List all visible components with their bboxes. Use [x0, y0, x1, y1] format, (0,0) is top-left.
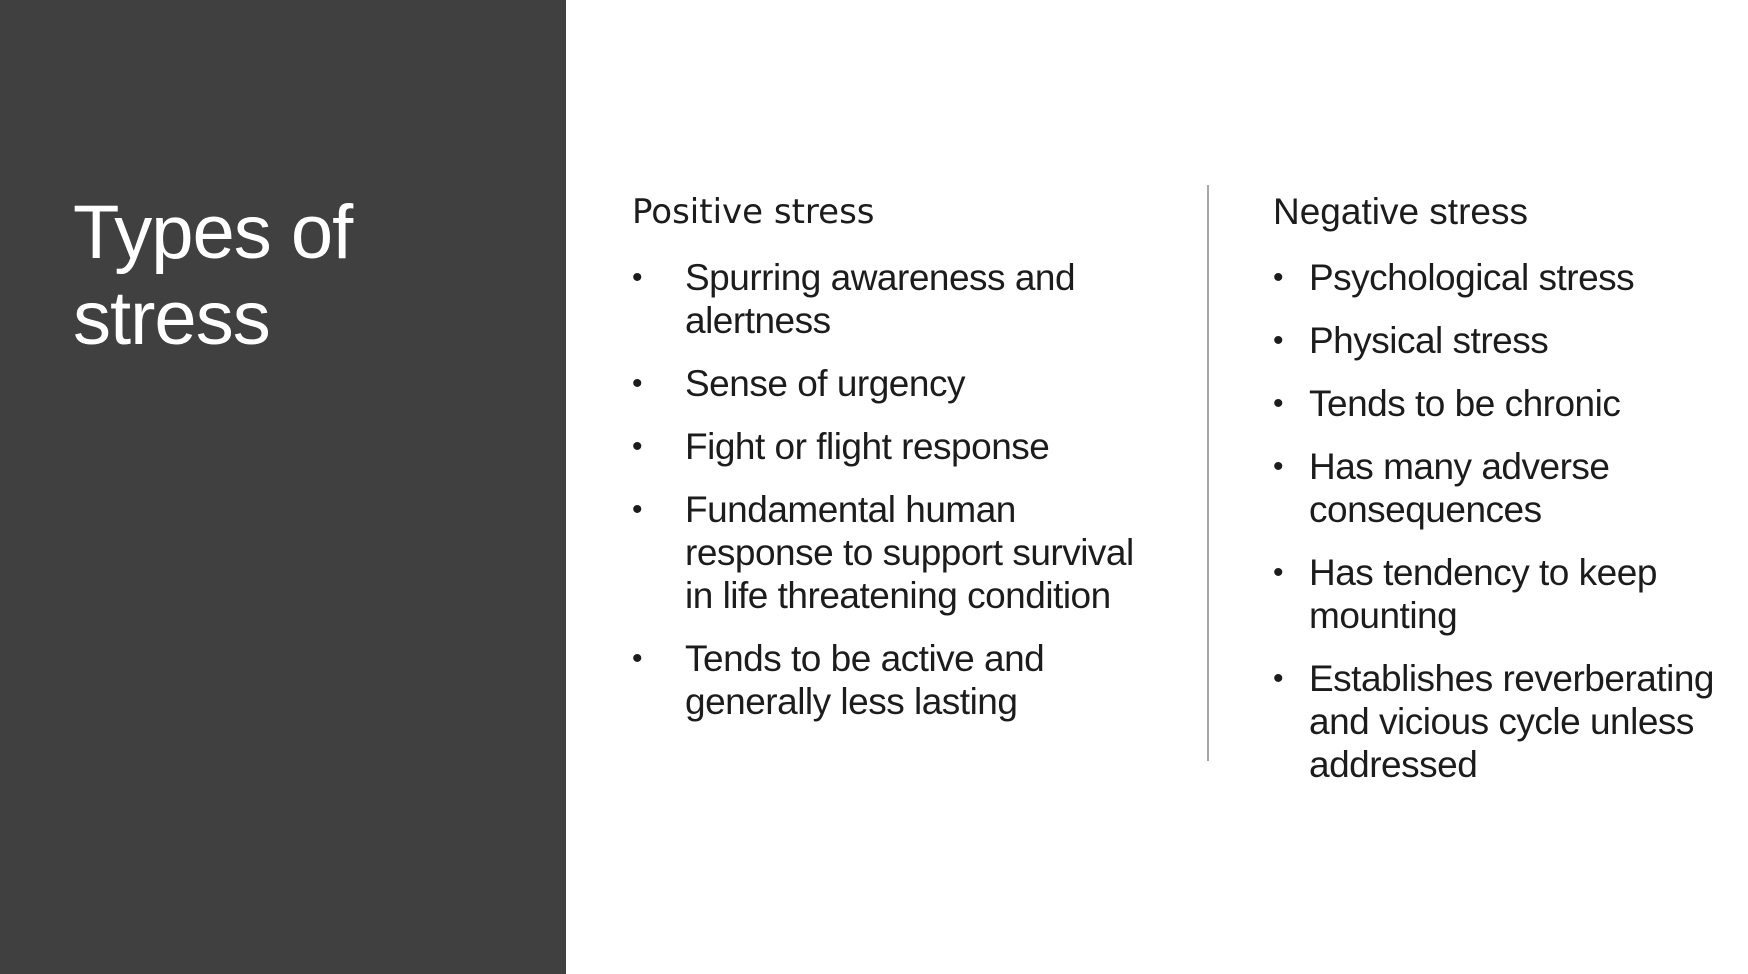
title-panel — [0, 0, 566, 974]
list-item-text: Sense of urgency — [685, 363, 965, 404]
list-item-text: Psychological stress — [1309, 257, 1635, 298]
list-item-text: Fundamental human response to support survival in life threatening condition — [685, 489, 1134, 616]
list-item — [1273, 445, 1743, 531]
bullet-icon: • — [632, 367, 643, 400]
list-item — [632, 256, 1142, 342]
bullet-icon: • — [632, 261, 643, 294]
list-item-text: Physical stress — [1309, 320, 1549, 361]
list-item-text: Tends to be active and generally less lasting — [685, 638, 1045, 722]
bullet-icon: • — [1273, 662, 1284, 695]
bullet-icon: • — [1273, 556, 1284, 589]
list-item-text: Has tendency to keep mounting — [1309, 552, 1657, 636]
list-item — [1273, 551, 1743, 637]
list-item-text: Spurring awareness and alertness — [685, 257, 1076, 341]
list-item-text: Tends to be chronic — [1309, 383, 1621, 424]
list-item — [632, 362, 1142, 405]
bullet-icon: • — [632, 430, 643, 463]
list-item — [1273, 319, 1743, 362]
list-item — [632, 488, 1142, 617]
bullet-icon: • — [1273, 450, 1284, 483]
list-item — [632, 637, 1142, 723]
column-divider — [1207, 185, 1209, 761]
bullet-icon: • — [632, 493, 643, 526]
list-item — [1273, 256, 1743, 299]
positive-stress-heading: Positive stress — [632, 192, 875, 232]
list-item-text: Fight or flight response — [685, 426, 1050, 467]
negative-stress-column — [1273, 188, 1743, 806]
bullet-icon: • — [1273, 261, 1284, 294]
list-item — [1273, 382, 1743, 425]
list-item — [632, 425, 1142, 468]
negative-stress-list — [1273, 256, 1743, 786]
list-item-text: Establishes reverberating and vicious cycle unless addressed — [1309, 658, 1714, 785]
slide-title: Types of stress — [73, 190, 353, 361]
positive-stress-list — [632, 256, 1142, 723]
list-item — [1273, 657, 1743, 786]
bullet-icon: • — [632, 642, 643, 675]
bullet-icon: • — [1273, 324, 1284, 357]
positive-stress-column — [632, 188, 1142, 743]
list-item-text: Has many adverse consequences — [1309, 446, 1610, 530]
bullet-icon: • — [1273, 387, 1284, 420]
negative-stress-heading: Negative stress — [1273, 191, 1528, 232]
